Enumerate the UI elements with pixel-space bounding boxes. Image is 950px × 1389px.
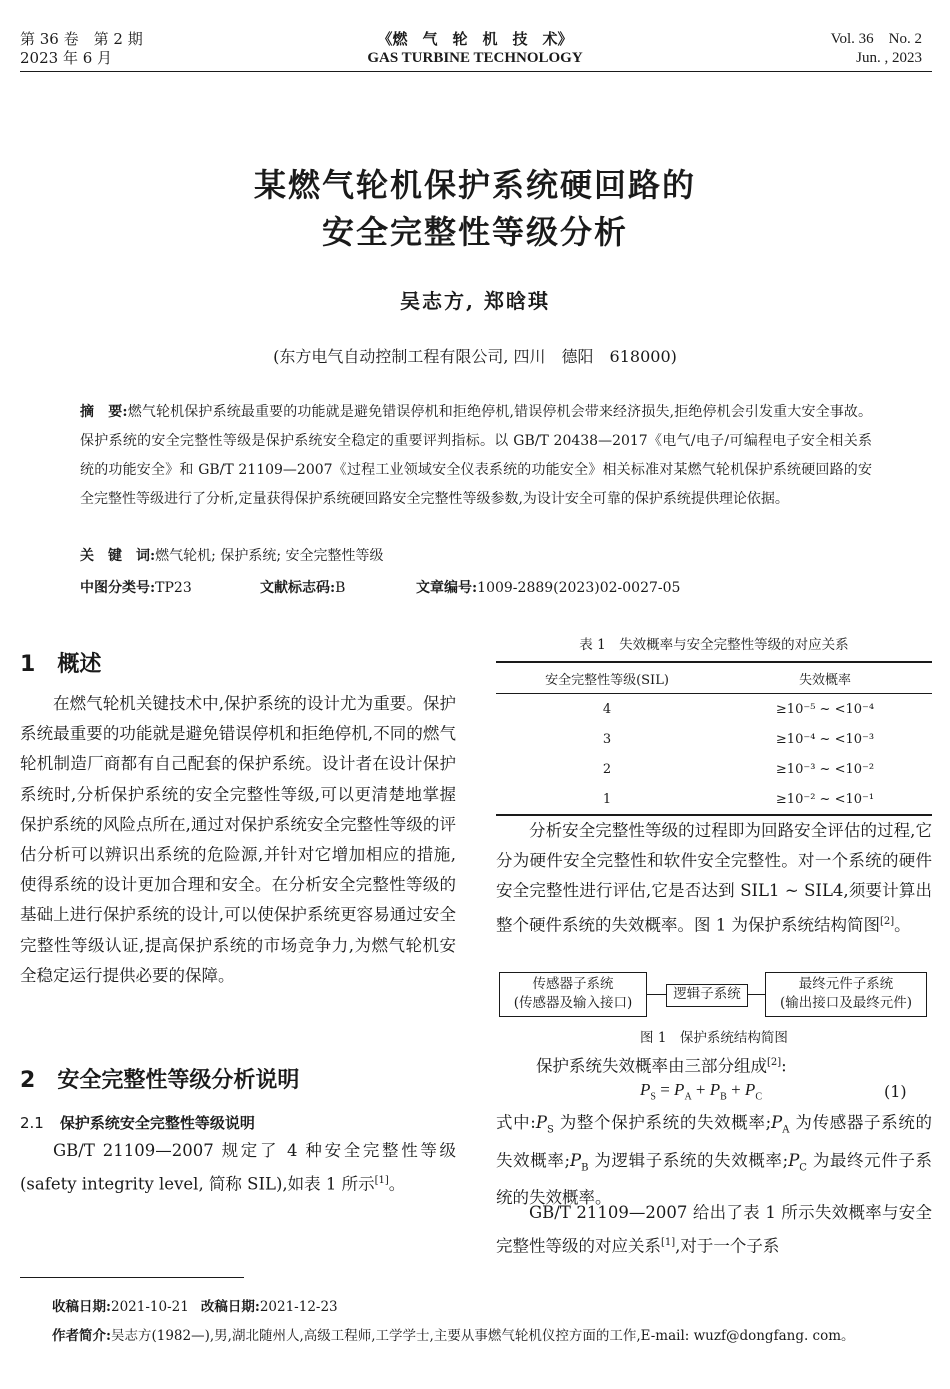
keywords-label: 关 键 词:: [80, 548, 156, 564]
meta-article-no: 文章编号:1009-2889(2023)02-0027-05: [416, 580, 681, 596]
figure-box-logic: 逻辑子系统: [666, 984, 748, 1007]
table-row: 3 ≥10⁻⁴ ~ <10⁻³: [602, 731, 875, 747]
footnote-rule: [20, 1277, 244, 1278]
abstract: [80, 398, 872, 514]
section-1-heading: 1 概述: [20, 652, 102, 677]
figure-connector: [747, 994, 765, 995]
right-paragraph-4: GB/T 21109—2007 给出了表 1 所示失效概率与安全完整性等级的对应关系[1],对于一个子系: [496, 1203, 932, 1256]
table-header-probability: 失效概率: [798, 672, 851, 688]
table-header-row: [496, 662, 932, 694]
table-row: 2 ≥10⁻³ ~ <10⁻²: [602, 761, 875, 777]
keywords: [80, 542, 872, 571]
table-row: 1 ≥10⁻² ~ <10⁻¹: [496, 784, 932, 815]
figure-1-caption: 图 1 保护系统结构简图: [640, 1030, 788, 1046]
section-1-paragraph: 在燃气轮机关键技术中,保护系统的设计尤为重要。保护系统最重要的功能就是避免错误停机和拒绝停机,不同的燃气轮机制造厂商都有自己配套的保护系统。设计者在设计保护系统时,分析保护系统的安全完整性等级,可以更清楚地掌握保护系统的风险点所在,通过对保护系统安全完整性等级的评估分析可以辨识出系统的危险源,并针对它增加相应的措施,使得系统的设计更加合理和安全。在分析安全完整性等级的基础上进行保护系统的设计,可以使保护系统更容易通过安全完整性等级认证,提高保护系统的市场竞争力,为燃气轮机安全稳定运行提供必要的保障。: [20, 694, 456, 985]
header-journal: 《燃 气 轮 机 技 术》 GAS TURBINE TECHNOLOGY: [367, 30, 583, 66]
section-2-1-heading: 2.1 保护系统安全完整性等级说明: [20, 1114, 255, 1132]
right-paragraph-1: 分析安全完整性等级的过程即为回路安全评估的过程,它分为硬件安全完整性和软件安全完整性。对一个系统的硬件安全完整性进行评估,它是否达到 SIL1 ~ SIL4,须要计算出整个硬件系统的失效概率。图 1 为保护系统结构简图[2]。: [496, 821, 932, 935]
keywords-text: 燃气轮机; 保护系统; 安全完整性等级: [155, 548, 384, 564]
footnote-author-bio: 作者简介:吴志方(1982—),男,湖北随州人,高级工程师,工学学士,主要从事燃气轮机仪控方面的工作,E-mail: wuzf@dongfang. com。: [52, 1328, 855, 1344]
footnote-dates: 收稿日期:2021-10-21 改稿日期:2021-12-23: [52, 1299, 338, 1315]
figure-box-sensor: 传感器子系统 (传感器及输入接口): [499, 972, 647, 1017]
header-rule: [20, 71, 932, 72]
abstract-label: 摘 要:: [80, 404, 128, 420]
title-line-1: 某燃气轮机保护系统硬回路的: [253, 166, 696, 204]
table-1: [496, 661, 932, 816]
meta-clc: 中图分类号:TP23: [80, 580, 192, 596]
right-paragraph-3: 式中$:P_S$ 为整个保护系统的失效概率$;P_A$ 为传感器子系统的失效概率$;P_B$ 为逻辑子系统的失效概率$;P_C$ 为最终元件子系统的失效概率。: [496, 1113, 933, 1207]
figure-connector: [646, 994, 666, 995]
header-volume-en: Vol. 36 No. 2 Jun. , 2023: [830, 31, 922, 66]
section-2-1-paragraph: GB/T 21109—2007 规定了 4 种安全完整性等级(safety integrity level, 简称 SIL),如表 1 所示[1]。: [20, 1141, 456, 1194]
right-paragraph-2: 保护系统失效概率由三部分组成[2]:: [536, 1056, 787, 1076]
header-volume-cn: 第 36 卷 第 2 期 2023 年 6 月: [20, 30, 143, 67]
affiliation: (东方电气自动控制工程有限公司, 四川 德阳 618000): [273, 347, 677, 366]
table-1-caption: 表 1 失效概率与安全完整性等级的对应关系: [579, 637, 849, 653]
abstract-text: 燃气轮机保护系统最重要的功能就是避免错误停机和拒绝停机,错误停机会带来经济损失,拒绝停机会引发重大安全事故。保护系统的安全完整性等级是保护系统安全稳定的重要评判指标。以 GB/T 20438—2017《电气/电子/可编程电子安全相关系统的功能安全》和 GB/T 21109—2007《过程工业领域安全仪表系统的功能安全》相关标准对某燃气轮机保护系统硬回路的安全完整性等级进行了分析,定量获得保护系统硬回路安全完整性等级参数,为设计安全可靠的保护系统提供理论依据。: [80, 404, 872, 507]
equation-number: (1): [884, 1082, 907, 1101]
table-header-sil: 安全完整性等级(SIL): [545, 672, 669, 688]
authors: 吴志方, 郑晗琪: [400, 289, 550, 313]
figure-box-final-element: 最终元件子系统 (输出接口及最终元件): [765, 972, 927, 1017]
equation-1: $P_S = P_A + P_B + P_C$: [640, 1080, 762, 1103]
meta-doc-code: 文献标志码:B: [260, 580, 346, 596]
title-line-2: 安全完整性等级分析: [321, 213, 628, 251]
table-row: 4 ≥10⁻⁵ ~ <10⁻⁴: [602, 701, 875, 717]
section-2-heading: 2 安全完整性等级分析说明: [20, 1068, 300, 1093]
